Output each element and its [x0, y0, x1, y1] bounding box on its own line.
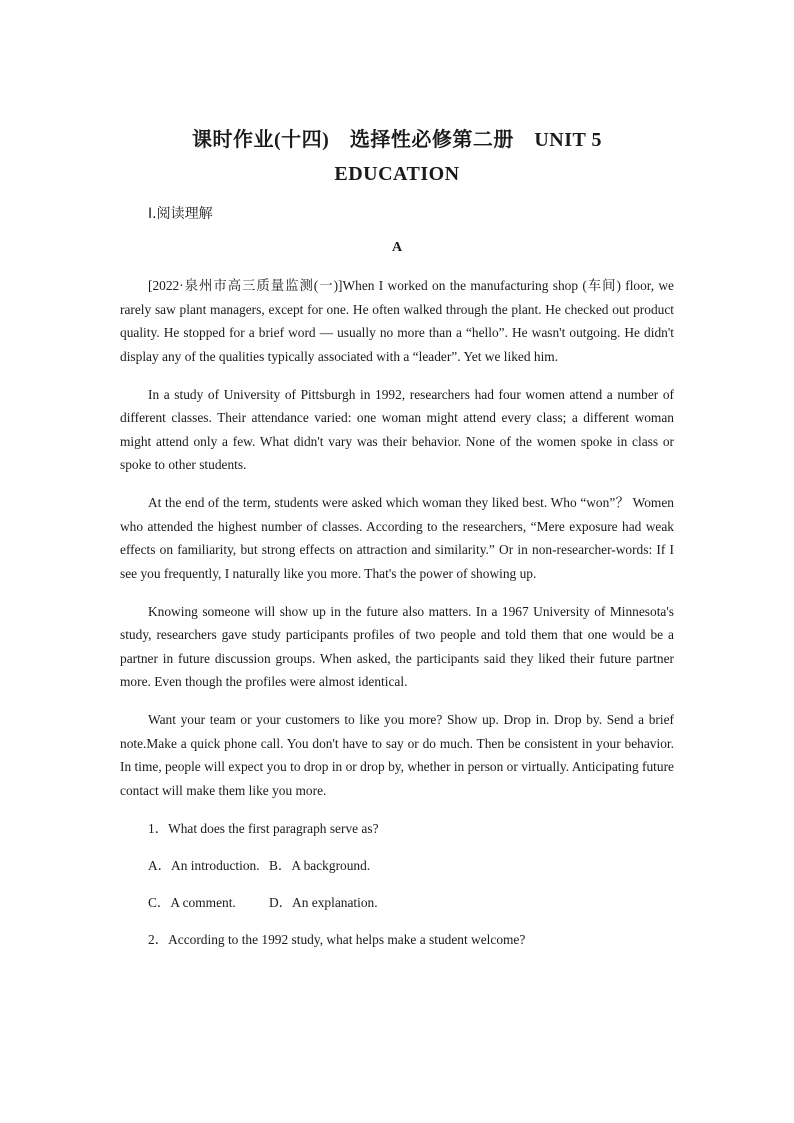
document-title-line2: EDUCATION — [334, 163, 460, 185]
paragraph-1: [2022·泉州市高三质量监测(一)]When I worked on the manufacturing shop (车间) floor, we rarely saw plant managers, except for one. He often walked through the plant. He checked out product quality. He stopped for a brief word — usually no more than a “hello”. He wasn't outgoing. He didn't display any of the qualities typically associated with a “leader”. Yet we liked him. — [120, 278, 674, 364]
passage-label: A — [391, 240, 403, 255]
question-1-options-row1 — [120, 854, 674, 878]
paragraph-2: In a study of University of Pittsburgh in 1992, researchers had four women attend a number of different classes. Their attendance varied: one woman might attend every class; a different woman might attend only a few. What didn't vary was their behavior. None of the women spoke in class or spoke to other students. — [120, 386, 674, 472]
passage-body — [120, 274, 674, 965]
question-1-stem: 1．What does the first paragraph serve as? — [148, 820, 379, 836]
section-label: Ⅰ.阅读理解 — [148, 206, 213, 222]
question-1-options-row2 — [120, 891, 674, 915]
paragraph-5: Want your team or your customers to like you more? Show up. Drop in. Drop by. Send a brief note.Make a quick phone call. You don't have to say or do much. Then be consistent in your behavior. In time, people will expect you to drop in or drop by, whether in person or virtually. Anticipating future contact will make them like you more. — [120, 712, 674, 798]
paragraph-3: At the end of the term, students were asked which woman they liked best. Who “won”？ Women who attended the highest number of classes. According to the researchers, “Mere exposure had weak effects on familiarity, but strong effects on attraction and similarity.” Or in non-researcher-words: If I see you frequently, I naturally like you more. That's the power of showing up. — [120, 495, 674, 581]
question-2-stem: 2．According to the 1992 study, what helps make a student welcome? — [148, 931, 526, 947]
option-c: C．A comment. — [148, 894, 236, 910]
paragraph-4: Knowing someone will show up in the future also matters. In a 1967 University of Minnesota's study, researchers gave study participants profiles of two people and told them that one would be a partner in future discussion groups. When asked, the participants said they liked their future partner more. Even though the profiles were almost identical. — [120, 603, 674, 689]
option-a: A．An introduction. — [148, 857, 260, 873]
option-b: B．A background. — [269, 857, 371, 873]
document-title-line1: 课时作业(十四) 选择性必修第二册 UNIT 5 — [192, 129, 602, 151]
option-d: D．An explanation. — [269, 894, 378, 910]
